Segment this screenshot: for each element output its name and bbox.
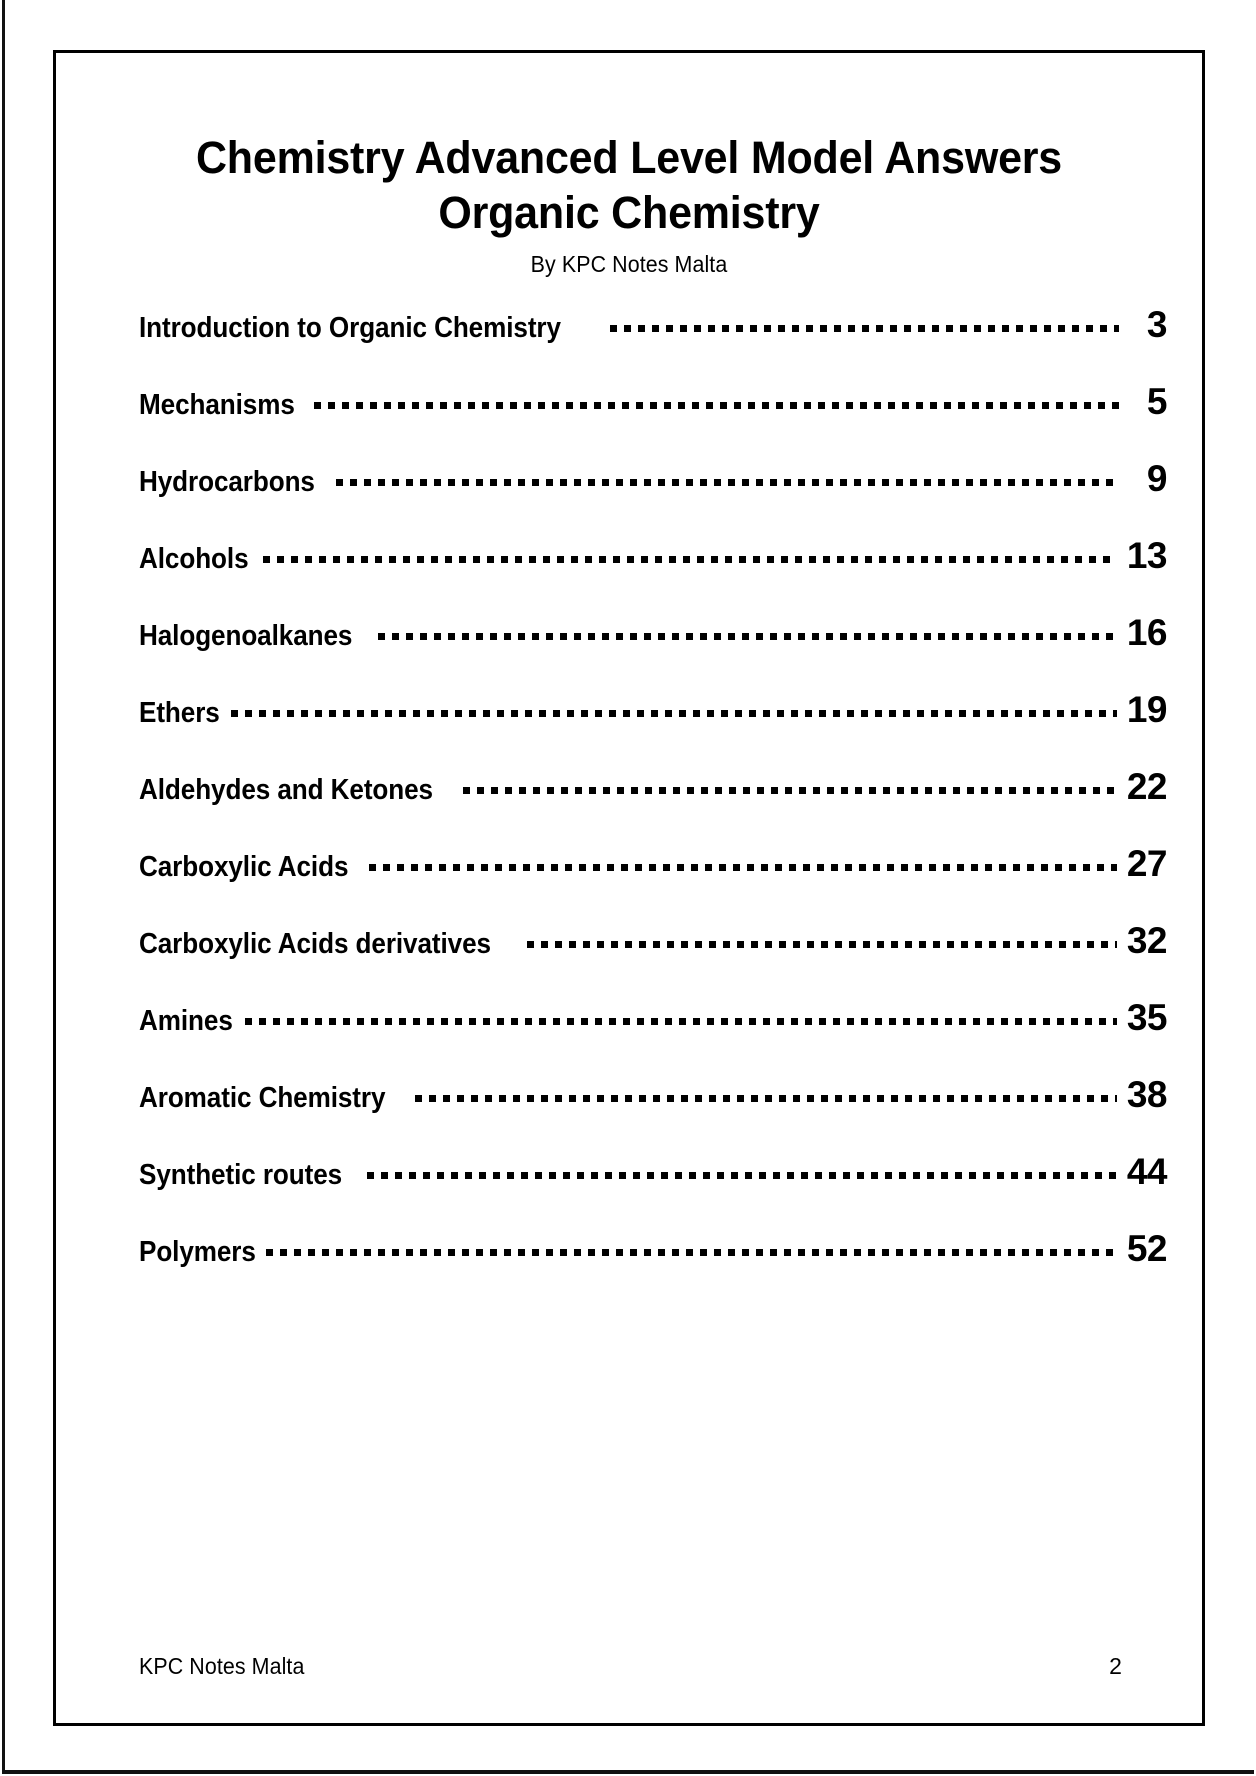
toc-entry[interactable]	[139, 1151, 1167, 1228]
toc-entry[interactable]	[139, 766, 1167, 843]
toc-entry-page-number: 3	[1146, 303, 1167, 345]
toc-entry-label: Carboxylic Acids derivatives	[139, 927, 491, 960]
page-footer	[56, 1653, 1202, 1680]
toc-entry-page-number: 22	[1126, 765, 1167, 807]
table-of-contents	[56, 304, 1202, 1305]
footer-page-number: 2	[1109, 1653, 1122, 1679]
toc-entry-page-number: 52	[1126, 1227, 1167, 1269]
toc-entry[interactable]	[139, 997, 1167, 1074]
toc-entry-label: Introduction to Organic Chemistry	[139, 311, 561, 344]
toc-entry[interactable]	[139, 304, 1167, 381]
toc-entry-page-number: 16	[1126, 611, 1167, 653]
toc-dot-leader	[378, 629, 1117, 645]
footer-author: KPC Notes Malta	[139, 1653, 305, 1679]
toc-entry-page-number: 13	[1126, 534, 1167, 576]
toc-entry[interactable]	[139, 612, 1167, 689]
toc-entry-label: Mechanisms	[139, 388, 295, 421]
toc-entry-page-number: 44	[1126, 1150, 1167, 1192]
toc-entry[interactable]	[139, 1228, 1167, 1305]
toc-dot-leader	[367, 1168, 1117, 1184]
document-page	[53, 50, 1205, 1726]
document-title-line-1: Chemistry Advanced Level Model Answers	[195, 132, 1063, 183]
toc-entry[interactable]	[139, 920, 1167, 997]
toc-entry-label: Hydrocarbons	[139, 465, 315, 498]
toc-entry-label: Aldehydes and Ketones	[139, 773, 433, 806]
toc-entry[interactable]	[139, 843, 1167, 920]
toc-entry[interactable]	[139, 689, 1167, 766]
toc-dot-leader	[527, 937, 1117, 953]
toc-entry-page-number: 35	[1126, 996, 1167, 1038]
toc-entry-label: Carboxylic Acids	[139, 850, 349, 883]
toc-dot-leader	[336, 475, 1119, 491]
toc-entry[interactable]	[139, 535, 1167, 612]
document-title-line-2: Organic Chemistry	[438, 186, 820, 238]
toc-entry-page-number: 27	[1126, 842, 1167, 884]
toc-entry-label: Synthetic routes	[139, 1158, 343, 1191]
toc-entry-page-number: 38	[1126, 1073, 1167, 1115]
toc-entry-label: Polymers	[139, 1235, 256, 1268]
title-block	[56, 131, 1202, 278]
toc-dot-leader	[266, 1245, 1117, 1261]
toc-entry-label: Aromatic Chemistry	[139, 1081, 386, 1114]
toc-entry-label: Ethers	[139, 696, 220, 729]
page-content	[56, 53, 1202, 1723]
toc-entry-label: Alcohols	[139, 542, 249, 575]
toc-dot-leader	[231, 706, 1117, 722]
toc-entry-page-number: 9	[1146, 457, 1167, 499]
toc-dot-leader	[463, 783, 1117, 799]
toc-dot-leader	[245, 1014, 1117, 1030]
toc-entry[interactable]	[139, 1074, 1167, 1151]
toc-entry-label: Halogenoalkanes	[139, 619, 353, 652]
toc-entry-label: Amines	[139, 1004, 233, 1037]
toc-dot-leader	[610, 321, 1119, 337]
toc-entry-page-number: 5	[1146, 380, 1167, 422]
toc-dot-leader	[369, 860, 1117, 876]
toc-dot-leader	[314, 398, 1119, 414]
toc-dot-leader	[415, 1091, 1117, 1107]
toc-entry[interactable]	[139, 458, 1167, 535]
toc-dot-leader	[263, 552, 1117, 568]
toc-entry-page-number: 19	[1126, 688, 1167, 730]
toc-entry[interactable]	[139, 381, 1167, 458]
toc-entry-page-number: 32	[1126, 919, 1167, 961]
document-subtitle: By KPC Notes Malta	[530, 250, 728, 277]
